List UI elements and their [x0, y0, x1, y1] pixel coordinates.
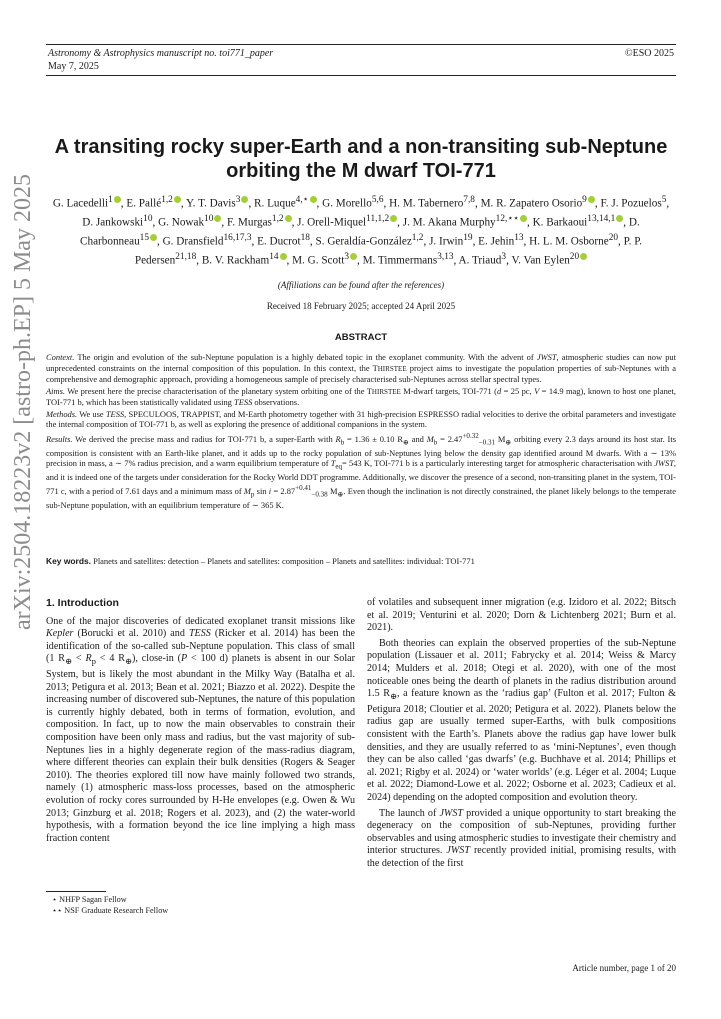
section-heading: 1. Introduction [46, 597, 119, 609]
keywords [46, 556, 676, 566]
intro-paragraph-1-cont: of volatiles and subsequent inner migration (e.g. Izidoro et al. 2022; Bitsch et al. 2019; Venturini et al. 2020; Dorn & Lichtenberg 2021; Burn et al. 2021). [367, 597, 676, 634]
paper-title: A transiting rocky super-Earth and a non-transiting sub-Neptune orbiting the M dwarf TOI-771 [54, 136, 668, 182]
author-list: G. Lacedelli$^1$ , E. Pallé$^{1,2}$ , Y. T. Davis$^3$ , R. Luque$^{4,⋆}$ , G. Morello$^{5,6}$, H. M. Tabernero$^{7,8}$, M. R. Zapatero Osorio$^9$ , F. J. Pozuelos$^5$, D. Jankowski$^{10}$, G. Nowak$^{10}$ , F. Murgas$^{1,2}$ , J. Orell-Miquel$^{11,1,2}$ , J. M. Akana Murphy$^{12,⋆⋆}$ , K. Barkaoui$^{13,14,1}$ , D. Charbonneau$^{15}$ , G. Dransfield$^{16,17,3}$, E. Ducrot$^{18}$, S. Geraldía-González$^{1,2}$, J. Irwin$^{19}$, E. Jehin$^{13}$, H. L. M. Osborne$^{20}$, P. P. Pedersen$^{21,18}$, B. V. Rackham$^{14}$ , M. G. Scott$^3$ , M. Timmermans$^{3,13}$, A. Triaud$^3$, V. Van Eylen$^{20}$ [52, 195, 670, 267]
intro-paragraph-2: Both theories can explain the observed properties of the sub-Neptune population (Lissauer et al. 2011; Fabrycky et al. 2014; Weiss & Marcy 2014; Mulders et al. 2018; Otegi et al. 2020), with one of the most noticeable ones being the dearth of planets in the radius distribution around 1.5 $R_\oplus$, a feature known as the ‘radius gap’ (Fulton et al. 2017; Fulton & Petigura 2018; Cloutier et al. 2020; Petigura et al. 2022). Planets below the radius gap are usually termed super-Earths, with bulk compositions consistent with the Earth’s. Planets above the radius gap have lower bulk densities, and they are usually referred to as ‘mini-Neptunes’, even though they can be also called ‘gas dwarfs’ (e.g. Buchhave et al. 2014; Phillips et al. 2021; Rigby et al. 2024) or ‘water worlds’ (e.g. Léger et al. 2004; Luque et al. 2022; Diamond-Lowe et al. 2022; Osborne et al. 2023; Cadieux et al. 2024) depending on the adopted composition and evolution theory. [367, 637, 677, 803]
keywords-label: Key words. [46, 556, 92, 566]
abstract-body [46, 352, 676, 511]
keywords-text: Planets and satellites: detection – Planets and satellites: composition – Planets and satellites: individual: TOI-771 [93, 556, 475, 566]
column-left [46, 597, 355, 845]
footnote-1: ⋆ NHFP Sagan Fellow [52, 895, 127, 904]
header-date: May 7, 2025 [48, 61, 99, 72]
footnote-rule [46, 891, 106, 892]
affiliations-note: (Affiliations can be found after the references) [277, 280, 445, 290]
abstract-aims: Aims. We present here the precise characterisation of the planetary system orbiting one of the THIRSTEE M-dwarf targets, TOI-771 (d = 25 pc, V = 14.9 mag), known to host one planet, TOI-771 b, which has been statistically validated using TESS observations. [46, 385, 676, 407]
intro-paragraph-3: The launch of JWST provided a unique opportunity to start breaking the degeneracy on the composition of sub-Neptunes, providing further observables and using atmospheric studies to investigate their chemistry and interior structures. JWST recently provided initial, promising results, with the detection of the first [367, 807, 677, 869]
arxiv-stamp [2, 0, 40, 1019]
journal-manuscript: Astronomy & Astrophysics manuscript no. toi771_paper [48, 48, 274, 59]
copyright-notice: ©ESO 2025 [625, 48, 674, 59]
running-header [46, 44, 676, 76]
received-dates: Received 18 February 2025; accepted 24 April 2025 [266, 301, 456, 311]
header-left [48, 47, 273, 73]
abstract-heading: ABSTRACT [334, 332, 388, 343]
footnote-2: ⋆⋆ NSF Graduate Research Fellow [52, 905, 169, 915]
arxiv-identifier: arXiv:2504.18223v2 [astro-ph.EP] 5 May 2025 [10, 174, 36, 630]
abstract-methods: Methods. We use TESS, SPECULOOS, TRAPPIST, and M-Earth photometry together with 31 high-precision ESPRESSO radial velocities to derive the orbital parameters and investigate the internal composition of TOI-771 b, as well as exploring the presence of additional companions in the system. [46, 408, 676, 429]
footnotes [46, 891, 355, 916]
page-footer: Article number, page 1 of 20 [572, 963, 676, 973]
column-right [367, 597, 676, 870]
abstract-results: Results. We derived the precise mass and radius for TOI-771 b, a super-Earth with $R_b = 1.36 \pm 0.10$ $R_\oplus$ and $M_b = 2.47^{+0.32}_{-0.31}$ $M_\oplus$ orbiting every 2.3 days around its host star. Its composition is consistent with an Earth-like planet, and it adds up to the rocky population of sub-Neptunes lying below the density gap identified around M dwarfs. With a ∼ 13% precision in mass, a ∼ 7% radius precision, and a warm equilibrium temperature of $T_{eq}= 543$ K, TOI-771 b is a particularly interesting target for atmospheric characterisation with JWST, and it is indeed one of the targets under consideration for the Rocky World DDT programme. Additionally, we discover the presence of a second, non-transiting planet in the system, TOI-771 c, with a period of 7.61 days and a minimum mass of $M_p$ $\sin i = 2.87^{+0.41}_{-0.38}$ $M_\oplus$. Even though the inclination is not directly constrained, the planet likely belongs to the temperate sub-Neptune population, with an equilibrium temperature of ∼ 365 K. [46, 431, 676, 510]
intro-paragraph-1: One of the major discoveries of dedicated exoplanet transit missions like Kepler (Borucki et al. 2010) and TESS (Ricker et al. 2014) has been the identification of the so-called sub-Neptune population. This class of small (1 $R_\oplus < R_p < 4$ $R_\oplus$), close-in (P < 100 d) planets is absent in our Solar System, but is likely the most abundant in the Milky Way (Batalha et al. 2013; Petigura et al. 2013; Bean et al. 2021; Biazzo et al. 2022). Despite the increasing number of discovered sub-Neptunes, the nature of this population is currently highly debated, both in terms of formation, evolution, and composition. In fact, up to now the main observables to constrain their composition have been only mass and radius, but the vast majority of sub-Neptunes lies in a highly degenerate region of the mass-radius diagram, where different theories can explain their bulk densities (Rogers & Seager 2010). The theories explored till now have mainly followed two strands, namely (1) atmospheric mass-loss processes, based on the atmospheric evolution of rocky cores surrounded by H-He envelopes (e.g. Owen & Wu 2013; Ginzburg et al. 2018; Rogers et al. 2023), and (2) the water-world hypothesis, with a formation beyond the ice line implying a high mass fraction content [46, 615, 355, 844]
abstract-context: Context. The origin and evolution of the sub-Neptune population is a highly debated topic in the exoplanet community. With the advent of JWST, atmospheric studies can now put unprecedented constraints on the internal composition of this population. In this context, the THIRSTEE project aims to investigate the population properties of sub-Neptunes with a comprehensive and demographic approach, providing a homogeneous sample of precisely characterised sub-Neptunes across stellar spectral types. [46, 352, 676, 384]
